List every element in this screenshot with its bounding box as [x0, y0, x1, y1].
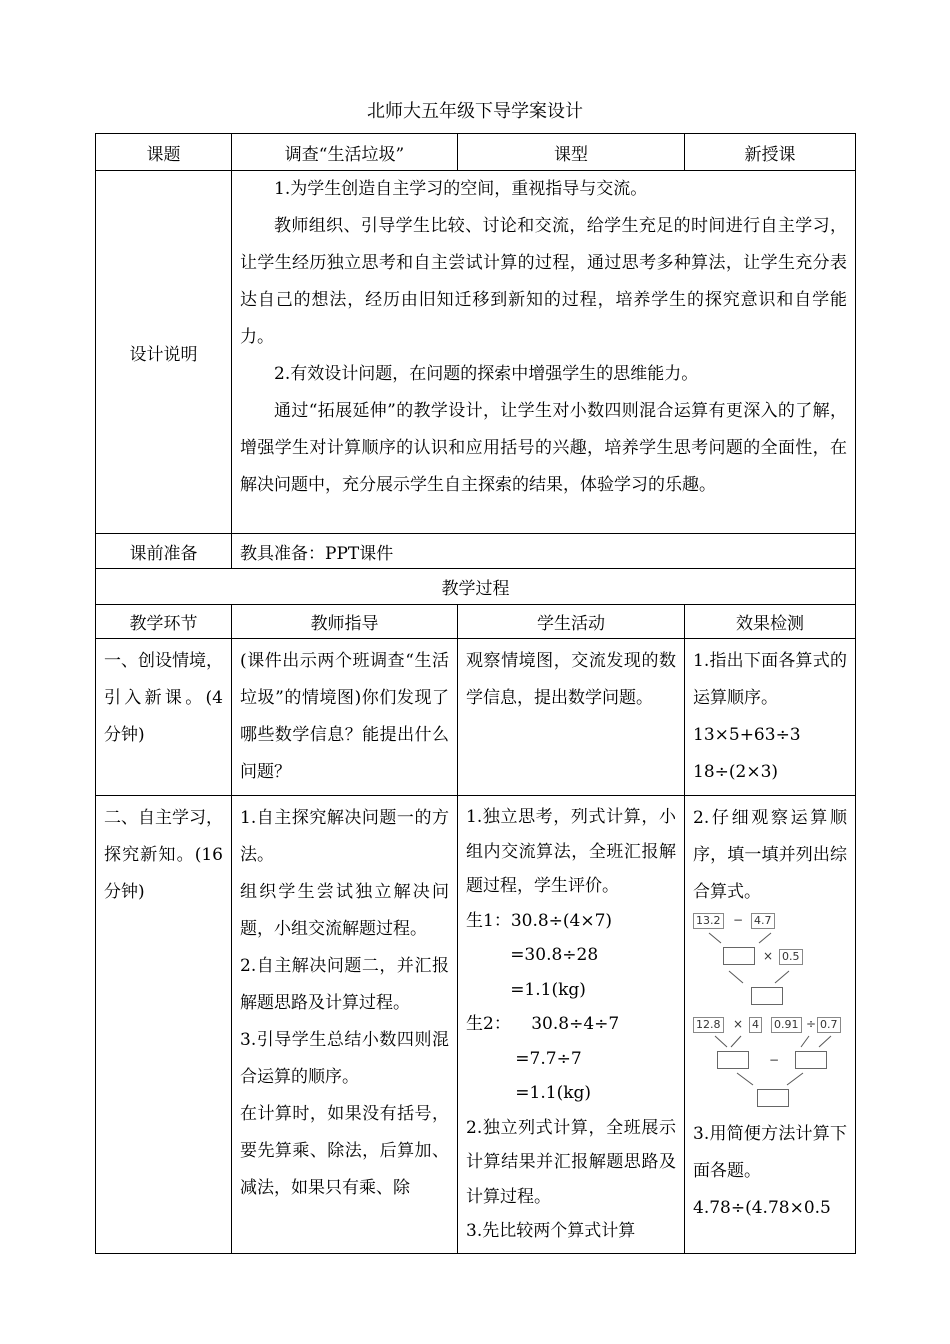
design-notes-label: 设计说明	[96, 171, 232, 534]
diagram-connectors	[693, 911, 843, 1116]
diagram-operator: −	[733, 913, 744, 927]
design-note-paragraph: 1.为学生创造自主学习的空间，重视指导与交流。	[274, 179, 648, 199]
teacher-step: 2.自主解决问题二，并汇报解题思路及计算过程。	[240, 956, 449, 1013]
preparation-label: 课前准备	[96, 534, 232, 569]
operation-order-diagram	[693, 911, 843, 1116]
column-header-teacher: 教师指导	[232, 605, 458, 639]
calc-line: =1.1(kg)	[515, 1083, 592, 1103]
student-step: 3.先比较两个算式计算	[466, 1221, 636, 1241]
process-title: 教学过程	[96, 569, 856, 605]
teacher-step: 组织学生尝试独立解决问题，小组交流解题过程。	[240, 882, 449, 939]
topic-value: 调查“生活垃圾”	[232, 134, 458, 171]
calc-line: =1.1(kg)	[510, 979, 586, 1000]
type-label: 课型	[458, 134, 685, 171]
calc-line: 30.8÷(4×7)	[510, 910, 613, 931]
check-question: 1.指出下面各算式的运算顺序。	[693, 651, 847, 708]
diagram-blank-box[interactable]	[717, 1051, 749, 1069]
check-question: 3.用简便方法计算下面各题。	[693, 1124, 847, 1181]
process-title-row	[96, 569, 856, 605]
student-1-work	[466, 904, 676, 939]
diagram-number: 4.7	[751, 913, 775, 929]
teacher-cell: (课件出示两个班调查“生活垃圾”的情境图)你们发现了哪些数学信息？能提出什么问题？	[232, 639, 458, 796]
design-notes-content	[232, 171, 856, 534]
stage-cell: 一、创设情境，引入新课。(4分钟)	[96, 639, 232, 796]
student-cell	[458, 796, 685, 1254]
calc-line: =7.7÷7	[515, 1048, 582, 1069]
check-question: 2.仔细观察运算顺序，填一填并列出综合算式。	[693, 808, 847, 902]
column-header-stage: 教学环节	[96, 605, 232, 639]
diagram-number: 4	[749, 1017, 762, 1033]
type-value: 新授课	[685, 134, 856, 171]
student-1-label: 生1：	[466, 910, 511, 931]
preparation-row	[96, 534, 856, 569]
student-2-label: 生2：	[466, 1014, 511, 1034]
stage-cell: 二、自主学习，探究新知。(16分钟)	[96, 796, 232, 1254]
lesson-plan-table	[95, 133, 856, 1254]
calc-line: 30.8÷4÷7	[531, 1014, 620, 1034]
student-step: 1.独立思考，列式计算，小组内交流算法，全班汇报解题过程，学生评价。	[466, 807, 676, 896]
teacher-step: 在计算时，如果没有括号，要先算乘、除法，后算加、减法，如果只有乘、除	[240, 1104, 449, 1198]
check-cell	[685, 639, 856, 796]
design-note-paragraph: 通过“拓展延伸”的教学设计，让学生对小数四则混合运算有更深入的了解，增强学生对计算顺序的认识和应用括号的兴趣，培养学生思考问题的全面性，在解决问题中，充分展示学生自主探索的结果，体验学习的乐趣。	[240, 401, 847, 495]
diagram-number: 13.2	[693, 913, 724, 929]
diagram-blank-box[interactable]	[757, 1089, 789, 1107]
column-header-row	[96, 605, 856, 639]
check-expression: 18÷(2×3)	[693, 762, 779, 782]
design-note-paragraph: 教师组织、引导学生比较、讨论和交流，给学生充足的时间进行自主学习，让学生经历独立思考和自主尝试计算的过程，通过思考多种算法，让学生充分表达自己的想法，经历由旧知迁移到新知的过程，培养学生的探究意识和自学能力。	[240, 216, 847, 347]
column-header-check: 效果检测	[685, 605, 856, 639]
diagram-blank-box[interactable]	[723, 947, 755, 965]
column-header-student: 学生活动	[458, 605, 685, 639]
diagram-number: 0.91	[771, 1017, 802, 1033]
diagram-operator: −	[769, 1053, 780, 1067]
header-row	[96, 134, 856, 171]
diagram-operator: ×	[733, 1017, 744, 1031]
page-title: 北师大五年级下导学案设计	[367, 101, 583, 122]
check-expression: 4.78÷(4.78×0.5	[693, 1198, 831, 1218]
diagram-number: 0.5	[779, 949, 803, 965]
student-2-work	[466, 1007, 676, 1042]
teacher-cell	[232, 796, 458, 1254]
check-expression: 13×5+63÷3	[693, 725, 801, 745]
design-note-paragraph: 2.有效设计问题，在问题的探索中增强学生的思维能力。	[274, 364, 699, 384]
student-cell: 观察情境图，交流发现的数学信息，提出数学问题。	[458, 639, 685, 796]
topic-label: 课题	[96, 134, 232, 171]
calc-line: =30.8÷28	[510, 945, 599, 965]
teacher-step: 3.引导学生总结小数四则混合运算的顺序。	[240, 1030, 449, 1087]
diagram-blank-box[interactable]	[751, 987, 783, 1005]
diagram-operator: ×	[763, 949, 774, 963]
teacher-step: 1.自主探究解决问题一的方法。	[240, 808, 449, 865]
student-step: 2.独立列式计算，全班展示计算结果并汇报解题思路及计算过程。	[466, 1117, 676, 1207]
design-notes-row	[96, 171, 856, 534]
diagram-number: 0.7	[817, 1017, 841, 1033]
process-row-1	[96, 639, 856, 796]
diagram-number: 12.8	[693, 1017, 724, 1033]
diagram-operator: ÷	[806, 1017, 817, 1031]
diagram-blank-box[interactable]	[795, 1051, 827, 1069]
process-row-2	[96, 796, 856, 1254]
preparation-value: 教具准备：PPT课件	[232, 534, 856, 569]
check-cell	[685, 796, 856, 1254]
